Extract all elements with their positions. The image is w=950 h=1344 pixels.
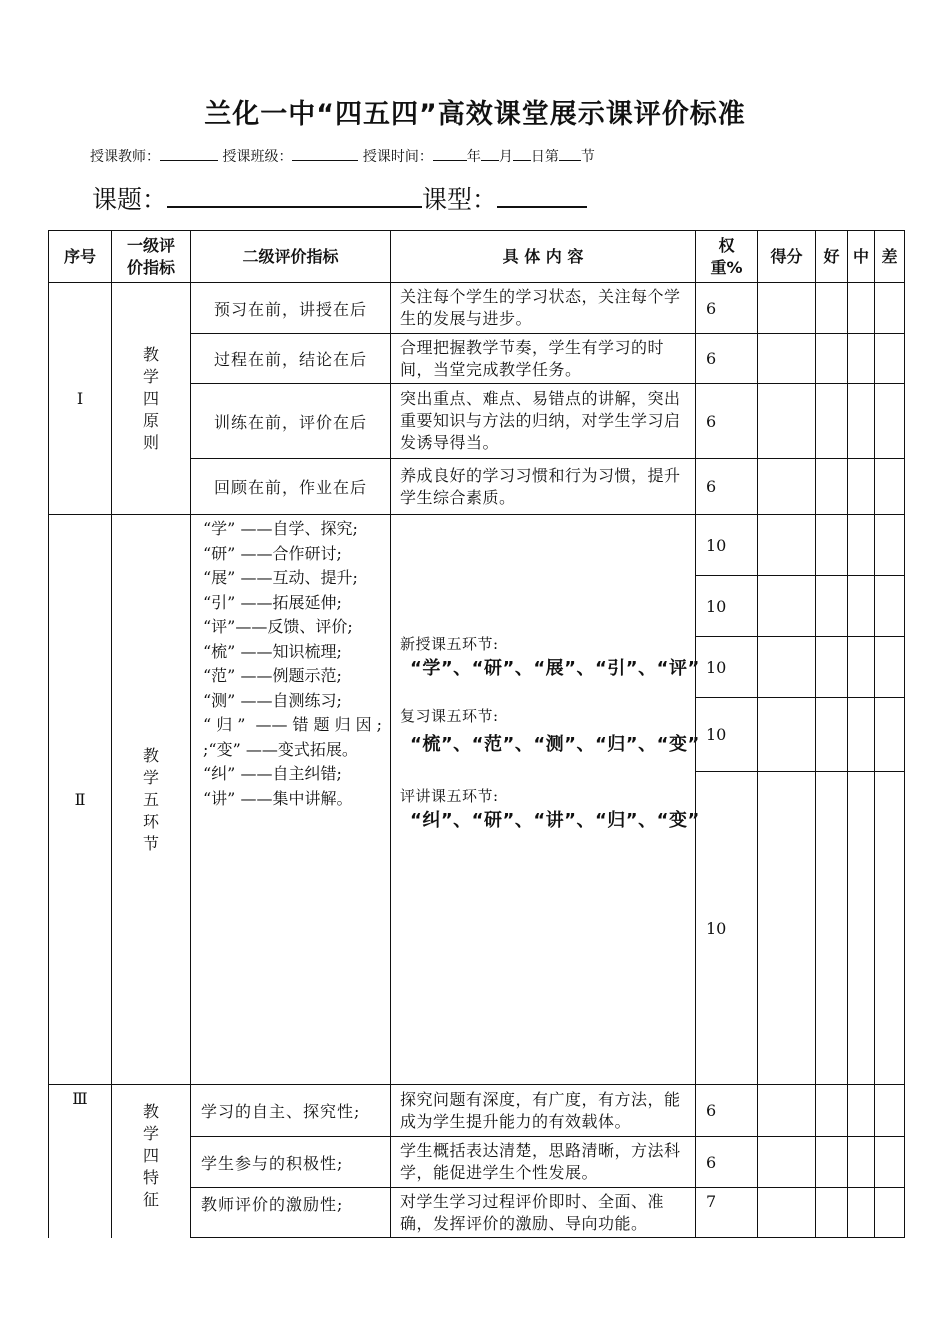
stage-item: “展” ——互动、提升;: [203, 568, 358, 587]
score-cell[interactable]: [758, 637, 816, 698]
good-cell[interactable]: [816, 637, 848, 698]
header-weight: 权重%: [696, 231, 758, 283]
weight-cell: 6: [696, 334, 758, 384]
cycle-label: 评讲课五环节:: [400, 787, 499, 805]
good-cell[interactable]: [816, 576, 848, 637]
poor-cell[interactable]: [875, 459, 905, 515]
good-cell[interactable]: [816, 334, 848, 384]
cycle-items: “梳”、“范”、“测”、“归”、“变”: [410, 734, 700, 755]
stage-item: “讲” ——集中讲解。: [203, 788, 353, 808]
course-line: [92, 180, 587, 216]
section1-level1-text: 教学四原则: [142, 344, 159, 452]
section3-seq: Ⅲ: [49, 1085, 112, 1238]
level2-cell: 训练在前，评价在后: [191, 384, 391, 459]
content-cell: 对学生学习过程评价即时、全面、准确，发挥评价的激励、导向功能。: [391, 1188, 696, 1238]
good-cell[interactable]: [816, 772, 848, 1085]
content-cell: 突出重点、难点、易错点的讲解，突出重要知识与方法的归纳，对学生学习启发诱导得当。: [391, 384, 696, 459]
level2-cell: 学生参与的积极性;: [191, 1137, 391, 1188]
type-label: 课型：: [422, 185, 498, 214]
poor-cell[interactable]: [875, 1085, 905, 1137]
score-cell[interactable]: [758, 459, 816, 515]
table-row: [49, 283, 905, 334]
medium-cell[interactable]: [848, 334, 875, 384]
medium-cell[interactable]: [848, 1188, 875, 1238]
content-cell: 学生概括表达清楚，思路清晰，方法科学，能促进学生个性发展。: [391, 1137, 696, 1188]
weight-cell: 6: [696, 459, 758, 515]
medium-cell[interactable]: [848, 384, 875, 459]
header-score: 得分: [758, 231, 816, 283]
section1-seq: I: [49, 283, 112, 515]
month-label: 月: [498, 149, 513, 165]
section2-seq: Ⅱ: [49, 515, 112, 1085]
medium-cell[interactable]: [848, 459, 875, 515]
year-field[interactable]: [433, 146, 467, 161]
stage-item: “范” ——例题示范;: [203, 666, 342, 685]
section1-level1: [112, 283, 191, 515]
medium-cell[interactable]: [848, 698, 875, 772]
weight-cell: 10: [696, 637, 758, 698]
teacher-field[interactable]: [160, 146, 218, 161]
weight-cell: 10: [696, 576, 758, 637]
header-good: 好: [816, 231, 848, 283]
section2-level1-text: 教学五环节: [142, 745, 159, 853]
poor-cell[interactable]: [875, 334, 905, 384]
content-cell: 探究问题有深度，有广度，有方法，能成为学生提升能力的有效载体。: [391, 1085, 696, 1137]
header-content: 具 体 内 容: [391, 231, 696, 283]
good-cell[interactable]: [816, 1188, 848, 1238]
day-label: 日第: [530, 149, 559, 165]
score-cell[interactable]: [758, 772, 816, 1085]
weight-cell: 6: [696, 1085, 758, 1137]
class-field[interactable]: [292, 146, 358, 161]
content-cell: 合理把握教学节奏，学生有学习的时间，当堂完成教学任务。: [391, 334, 696, 384]
score-cell[interactable]: [758, 283, 816, 334]
medium-cell[interactable]: [848, 1085, 875, 1137]
period-field[interactable]: [559, 146, 581, 161]
poor-cell[interactable]: [875, 576, 905, 637]
score-cell[interactable]: [758, 1137, 816, 1188]
table-row: [49, 515, 905, 576]
teacher-label: 授课教师：: [90, 149, 160, 165]
cycle-items: “纠”、“研”、“讲”、“归”、“变”: [410, 810, 700, 831]
section2-level1: [112, 515, 191, 1085]
weight-cell: 6: [696, 283, 758, 334]
header-level2: 二级评价指标: [191, 231, 391, 283]
medium-cell[interactable]: [848, 637, 875, 698]
weight-cell: 10: [696, 698, 758, 772]
cycle-label: 复习课五环节:: [400, 707, 499, 725]
section3-level1-text: 教学四特征: [142, 1102, 159, 1209]
topic-field[interactable]: [167, 180, 422, 208]
poor-cell[interactable]: [875, 283, 905, 334]
medium-cell[interactable]: [848, 283, 875, 334]
good-cell[interactable]: [816, 698, 848, 772]
good-cell[interactable]: [816, 515, 848, 576]
stages-cell: [191, 515, 391, 1085]
poor-cell[interactable]: [875, 772, 905, 1085]
good-cell[interactable]: [816, 459, 848, 515]
medium-cell[interactable]: [848, 1137, 875, 1188]
period-label: 节: [580, 149, 595, 165]
score-cell[interactable]: [758, 1188, 816, 1238]
poor-cell[interactable]: [875, 515, 905, 576]
stage-item: “梳” ——知识梳理;: [203, 641, 342, 661]
stage-item: “归” ——错题归因; ;“变” ——变式拓展。: [203, 715, 382, 759]
poor-cell[interactable]: [875, 637, 905, 698]
good-cell[interactable]: [816, 283, 848, 334]
poor-cell[interactable]: [875, 384, 905, 459]
score-cell[interactable]: [758, 334, 816, 384]
score-cell[interactable]: [758, 1085, 816, 1137]
cycle-items: “学”、“研”、“展”、“引”、“评”: [410, 658, 700, 679]
stage-item: “引” ——拓展延伸;: [203, 592, 342, 612]
cycle-label: 新授课五环节:: [400, 635, 499, 653]
medium-cell[interactable]: [848, 515, 875, 576]
level2-cell: 预习在前，讲授在后: [191, 283, 391, 334]
lesson-meta: [90, 146, 595, 166]
cycles-cell: [391, 515, 700, 1085]
medium-cell[interactable]: [848, 576, 875, 637]
score-cell[interactable]: [758, 576, 816, 637]
weight-cell: 6: [696, 384, 758, 459]
year-label: 年: [466, 149, 481, 165]
poor-cell[interactable]: [875, 1188, 905, 1238]
level2-cell: 学习的自主、探究性;: [191, 1085, 391, 1137]
good-cell[interactable]: [816, 1137, 848, 1188]
level2-cell: 回顾在前，作业在后: [191, 459, 391, 515]
stage-item: “评”——反馈、评价;: [203, 617, 353, 636]
medium-cell[interactable]: [848, 772, 875, 1085]
header-level1: 一级评价指标: [112, 231, 191, 283]
poor-cell[interactable]: [875, 698, 905, 772]
good-cell[interactable]: [816, 384, 848, 459]
type-field[interactable]: [497, 180, 587, 208]
content-cell: 养成良好的学习习惯和行为习惯，提升学生综合素质。: [391, 459, 696, 515]
header-poor: 差: [875, 231, 905, 283]
level2-cell: 教师评价的激励性;: [191, 1188, 391, 1238]
stage-item: “研” ——合作研讨;: [203, 543, 342, 563]
stage-item: “纠” ——自主纠错;: [203, 764, 342, 783]
weight-cell: 7: [696, 1188, 758, 1238]
good-cell[interactable]: [816, 1085, 848, 1137]
month-field[interactable]: [481, 146, 499, 161]
content-cell: 关注每个学生的学习状态，关注每个学生的发展与进步。: [391, 283, 696, 334]
header-row: [49, 231, 905, 283]
evaluation-table: [48, 230, 905, 1238]
page-title: 兰化一中“四五四”高效课堂展示课评价标准: [204, 99, 746, 130]
table-row: [49, 1085, 905, 1137]
level2-cell: 过程在前，结论在后: [191, 334, 391, 384]
weight-cell: 6: [696, 1137, 758, 1188]
weight-cell: 10: [696, 515, 758, 576]
header-medium: 中: [848, 231, 875, 283]
poor-cell[interactable]: [875, 1137, 905, 1188]
topic-label: 课题：: [92, 185, 168, 214]
time-label: 授课时间：: [362, 149, 433, 165]
stage-item: “测” ——自测练习;: [203, 690, 342, 710]
score-cell[interactable]: [758, 515, 816, 576]
header-seq: 序号: [49, 231, 112, 283]
score-cell[interactable]: [758, 698, 816, 772]
day-field[interactable]: [513, 146, 531, 161]
section3-level1: [112, 1085, 191, 1238]
stage-item: “学” ——自学、探究;: [203, 519, 358, 538]
class-label: 授课班级：: [222, 149, 293, 165]
score-cell[interactable]: [758, 384, 816, 459]
weight-cell: 10: [696, 772, 758, 1085]
